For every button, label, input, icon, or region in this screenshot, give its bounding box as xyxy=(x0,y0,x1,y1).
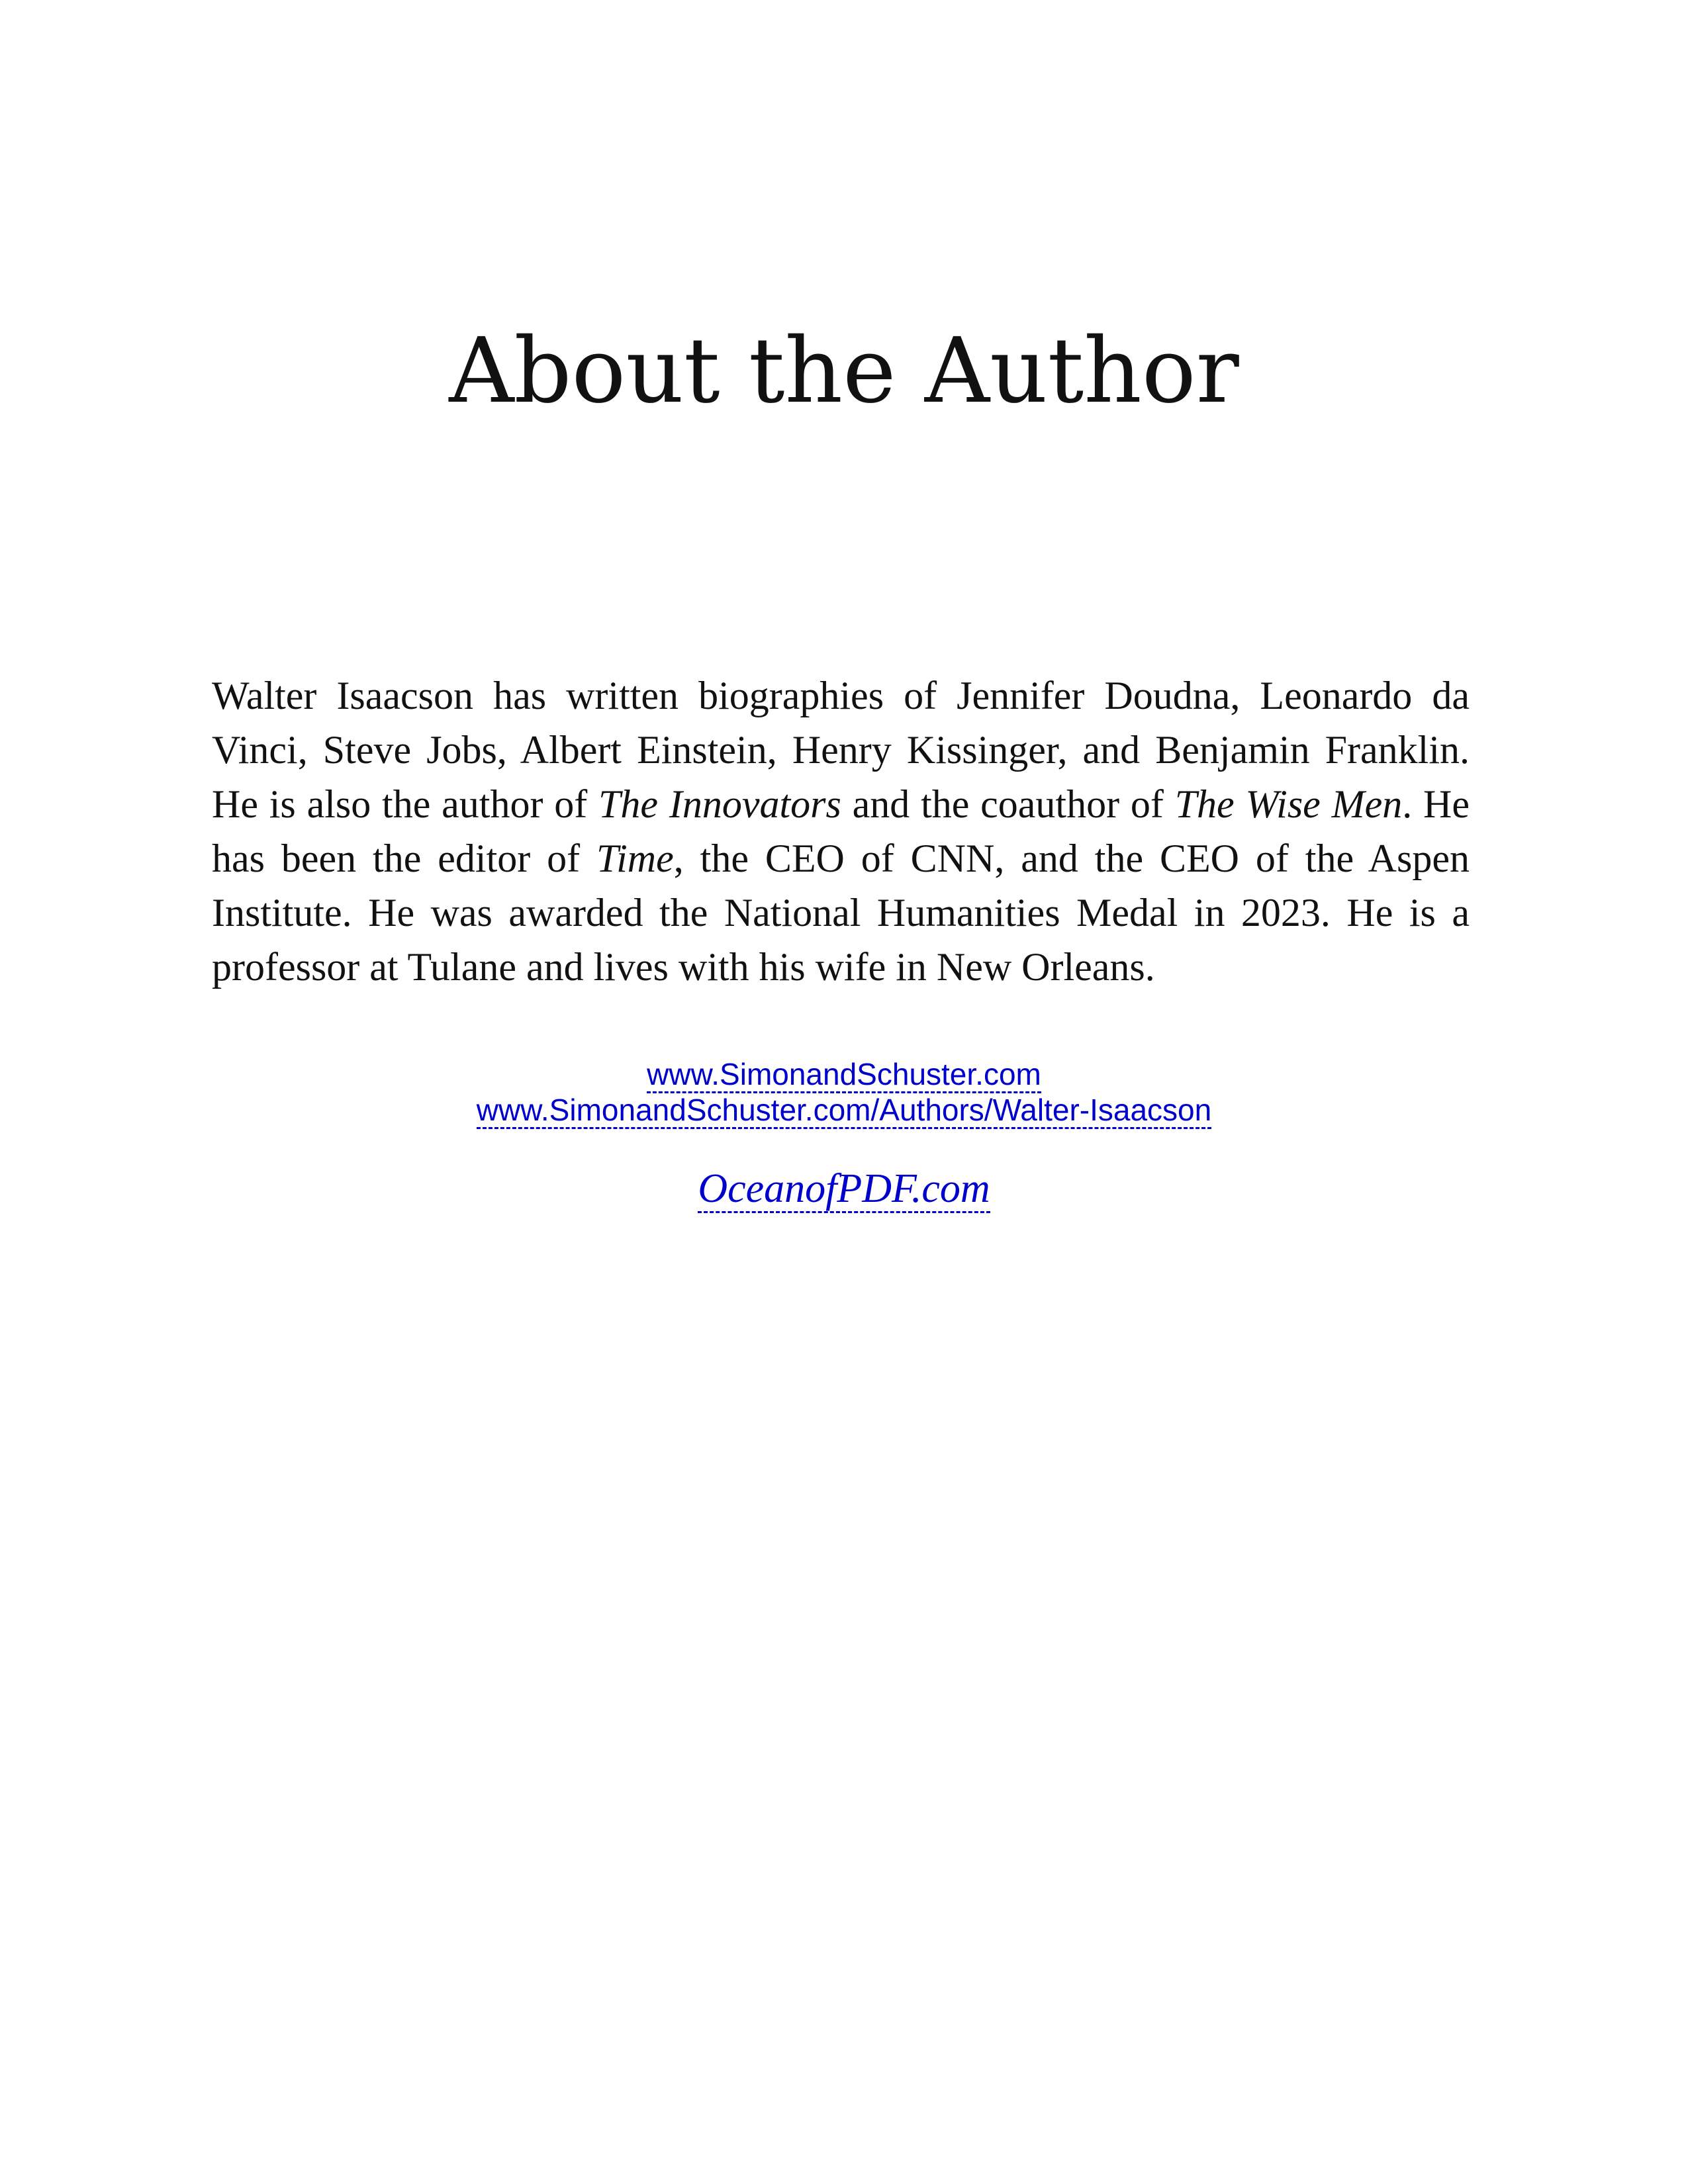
magazine-title-time: Time xyxy=(596,837,674,880)
author-bio xyxy=(212,668,1470,994)
author-page-link[interactable]: www.SimonandSchuster.com/Authors/Walter-Isaacson xyxy=(477,1093,1211,1129)
bio-text-part-3: . He has been the editor of xyxy=(212,782,1470,880)
publisher-link-line xyxy=(0,1056,1688,1092)
bio-text-part-1: Walter Isaacson has written biographies of Jennifer Doudna, Leonardo da Vinci, Steve Jobs, Albert Einstein, Henry Kissinger, and Benjamin Franklin. He is also the author of xyxy=(212,674,1470,826)
oceanofpdf-link[interactable]: OceanofPDF.com xyxy=(698,1166,990,1213)
page-title: About the Author xyxy=(449,319,1239,424)
publisher-link[interactable]: www.SimonandSchuster.com xyxy=(647,1057,1041,1093)
publisher-links xyxy=(0,1056,1688,1128)
book-title-wise-men: The Wise Men xyxy=(1174,782,1403,826)
author-page-link-line xyxy=(0,1092,1688,1128)
bio-text-part-2: and the coauthor of xyxy=(841,782,1175,826)
book-title-innovators: The Innovators xyxy=(598,782,841,826)
bio-text-part-4: , the CEO of CNN, and the CEO of the Aspen Institute. He was awarded the National Humanities Medal in 2023. He is a professor at Tulane and lives with his wife in New Orleans. xyxy=(212,837,1470,989)
ocean-link-container xyxy=(0,1162,1688,1215)
